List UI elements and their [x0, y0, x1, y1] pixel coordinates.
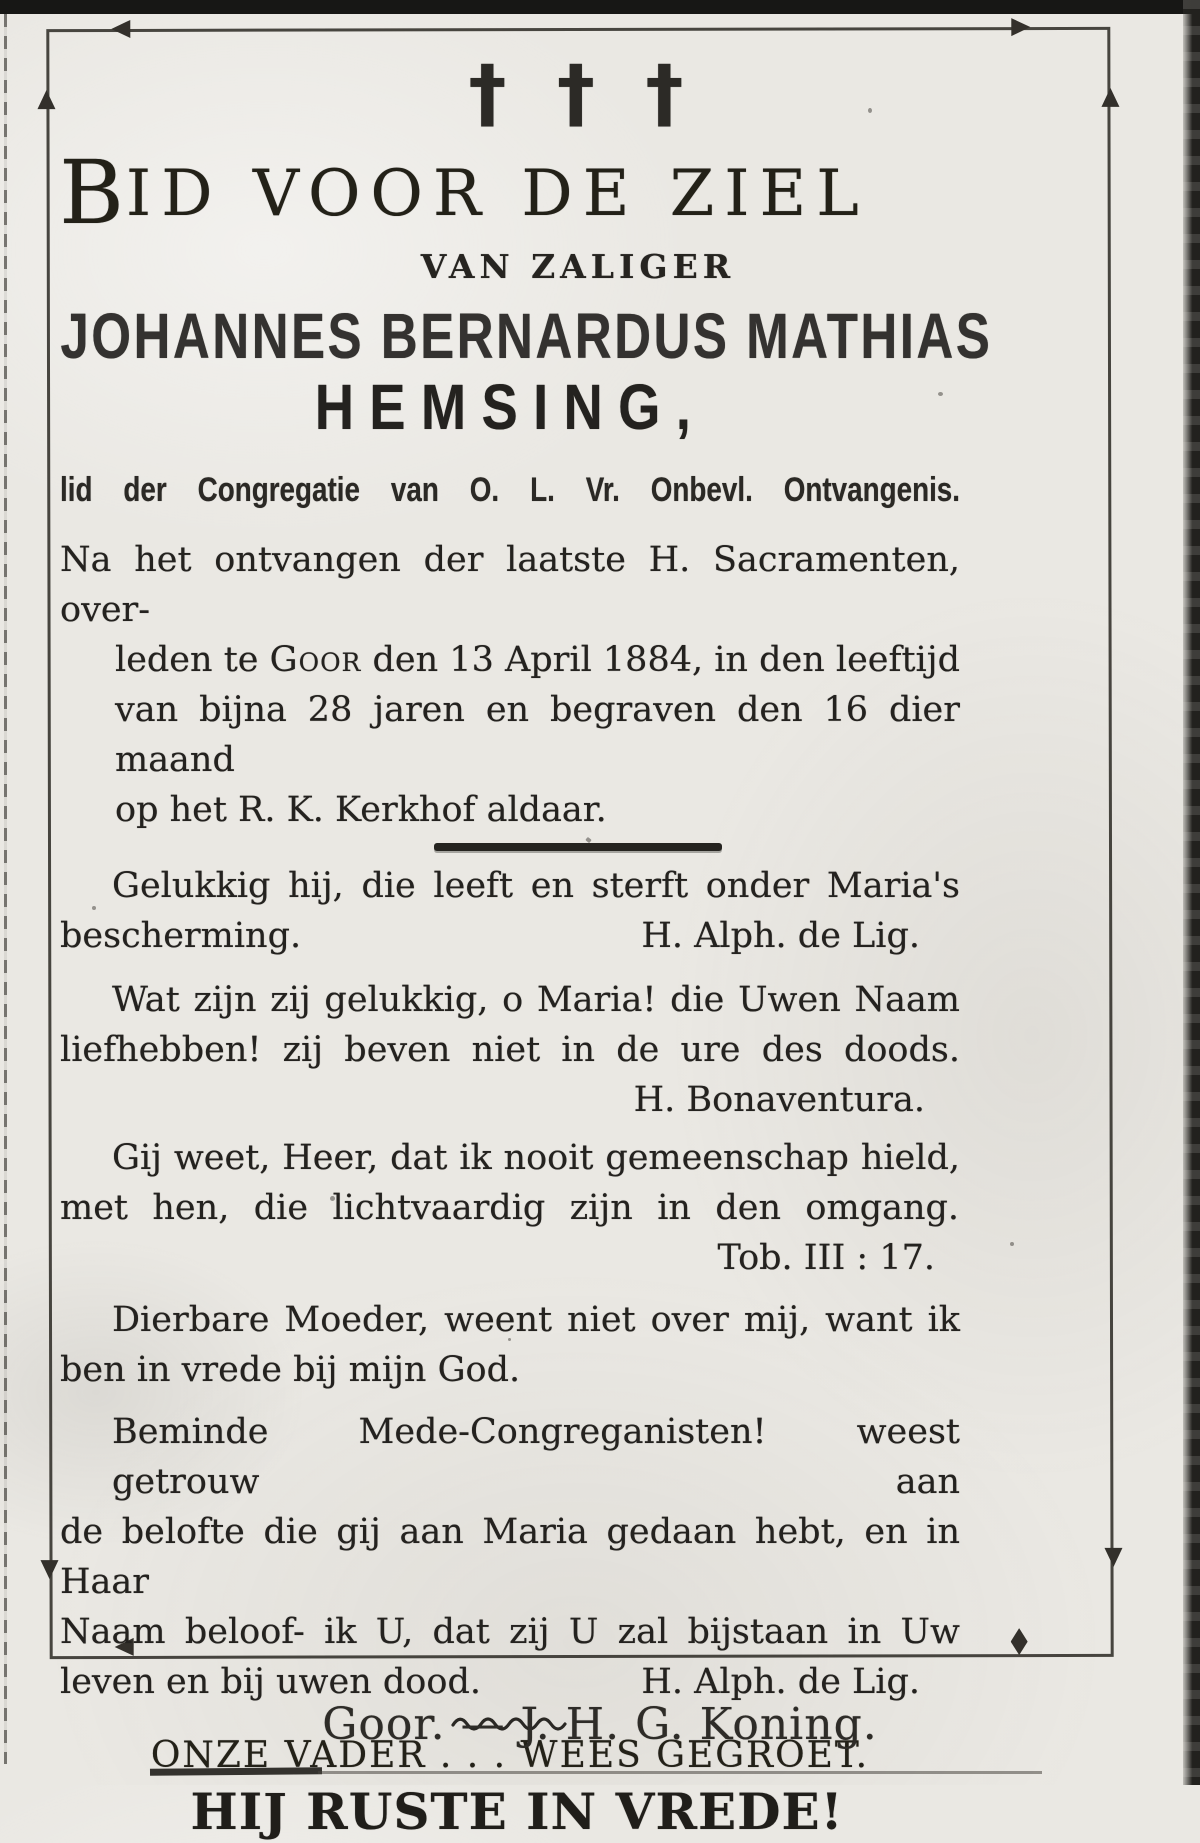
quote-attribution: H. Alph. de Lig. [641, 916, 920, 956]
quote-line: liefhebben! zij beven niet in de ure des doods. [60, 1030, 960, 1070]
scan-right-edge [1183, 0, 1200, 1785]
ornate-initial: B [59, 141, 126, 244]
scan-top-edge [0, 0, 1200, 14]
border-arrow-bottom-right-icon [1011, 1628, 1028, 1655]
border-arrow-right-down-icon [1104, 1548, 1122, 1567]
border-arrow-left-down-icon [41, 1560, 59, 1579]
card-title-text: ID VOOR DE ZIEL [125, 157, 869, 231]
section-divider [434, 843, 722, 851]
deceased-name-line1: JOHANNES BERNARDUS MATHIAS [60, 300, 993, 372]
place-name: Goor [269, 640, 362, 680]
quote-line: Beminde Mede-Congreganisten! weest getrouw aan [112, 1412, 960, 1502]
quote-5 [60, 1407, 960, 1707]
printer-imprint: Goor. — J. H. G. Koning. [322, 1699, 878, 1750]
rest-in-peace-line: HIJ RUSTE IN VREDE! [190, 1782, 844, 1841]
border-arrow-left-up-icon [37, 90, 55, 109]
card-title [14, 141, 914, 244]
quote-line: Dierbare Moeder, weent niet over mij, want ik [112, 1300, 960, 1340]
quote-line: Gij weet, Heer, dat ik nooit gemeenschap hield, [112, 1138, 960, 1178]
prayer-line: ONZE VADER . . . WEES GEGROET. [150, 1735, 870, 1776]
scan-left-edge [4, 14, 7, 1764]
quote-line: de belofte die gij aan Maria gedaan hebt, en in Haar [60, 1512, 960, 1602]
obituary-line-segment: den 13 April 1884, in den leeftijd [361, 640, 960, 680]
obituary-line [60, 635, 960, 685]
quote-line: ben in vrede bij mijn God. [60, 1350, 521, 1390]
quote-line-with-attribution [60, 911, 960, 961]
quote-attribution: Tob. III : 17. [717, 1238, 935, 1278]
quote-attribution: H. Bonaventura. [633, 1080, 925, 1120]
card-subtitle: VAN ZALIGER [420, 247, 736, 286]
quote-3 [60, 1133, 960, 1283]
obituary-line: op het R. K. Kerkhof aldaar. [115, 790, 607, 830]
triple-cross-icon: † † † [468, 48, 696, 137]
obituary-line-segment: leden te [115, 640, 270, 680]
quote-line: met hen, die lichtvaardig zijn in den omgang. [60, 1188, 960, 1228]
quote-attribution: H. Alph. de Lig. [641, 1662, 920, 1702]
quote-2 [60, 975, 960, 1125]
quote-line: Naam beloof- ik U, dat zij U zal bijstaan in Uw [60, 1612, 960, 1652]
obituary-line: Na het ontvangen der laatste H. Sacramenten, over- [60, 540, 960, 630]
quote-line: Wat zijn zij gelukkig, o Maria! die Uwen Naam [112, 980, 960, 1020]
quote-4 [60, 1295, 960, 1395]
border-arrow-right-up-icon [1101, 88, 1119, 107]
obituary-paragraph [60, 535, 960, 835]
border-arrow-top-left-icon [111, 20, 130, 38]
quote-line: leven en bij uwen dood. [60, 1662, 481, 1702]
quote-line: bescherming. [60, 916, 302, 956]
deceased-name-line2: HEMSING, [314, 371, 707, 443]
membership-line: lid der Congregatie van O. L. Vr. Onbevl. Ontvangenis. [59, 471, 961, 509]
quote-1 [60, 861, 960, 961]
memorial-card-content [59, 38, 993, 1843]
border-arrow-top-right-icon [1011, 18, 1030, 36]
quote-line: Gelukkig hij, die leeft en sterft onder Maria's [112, 866, 960, 906]
obituary-line: van bijna 28 jaren en begraven den 16 dier maand [115, 690, 960, 780]
